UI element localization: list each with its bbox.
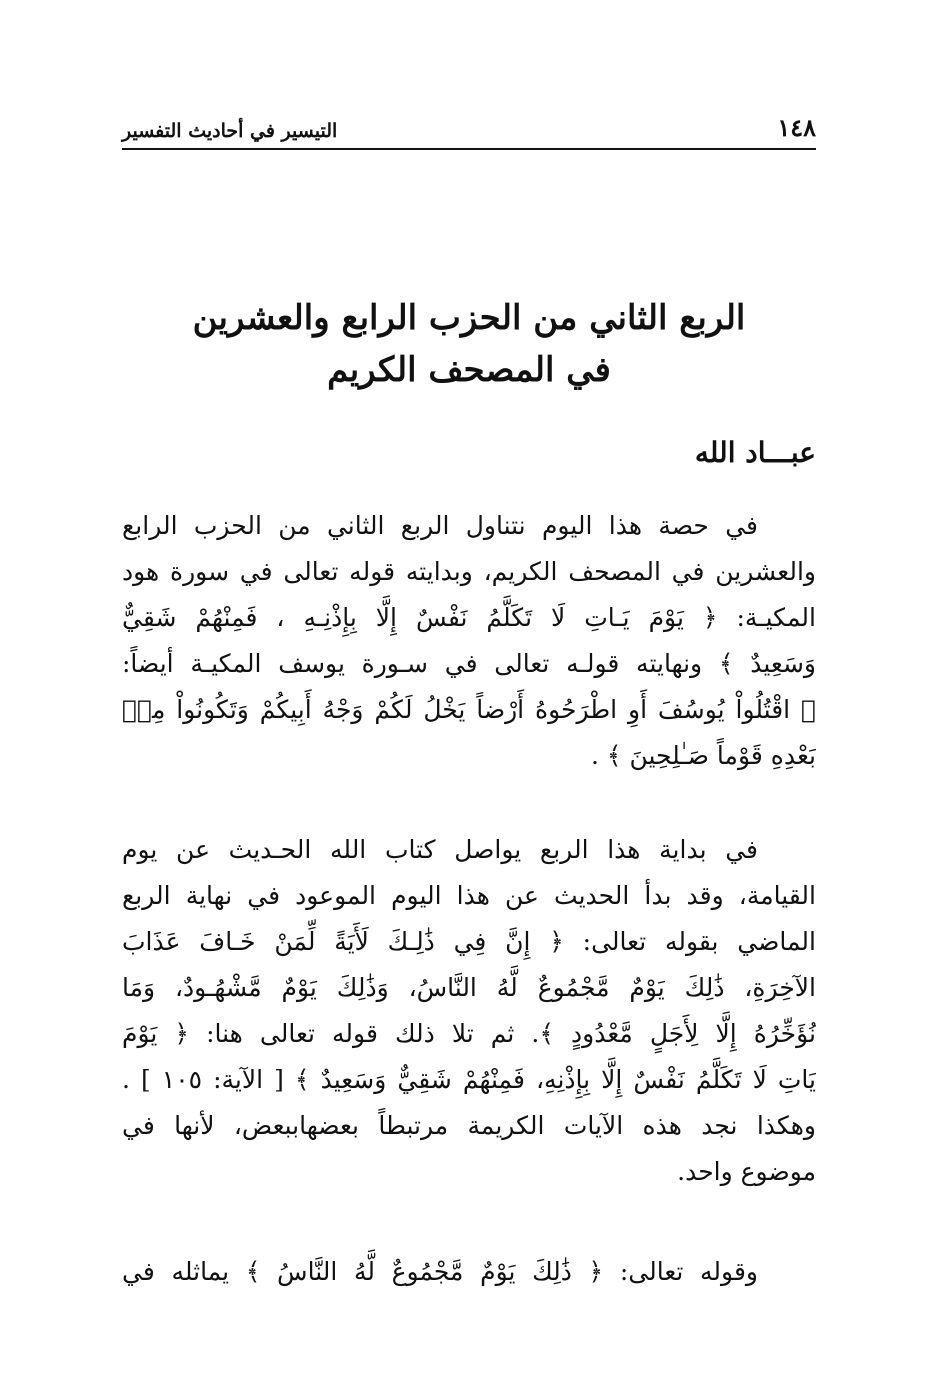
- text-line: موضوع واحد.: [677, 1157, 816, 1186]
- text-line: المكيـة: ﴿ يَوْمَ يَـاتِ لَا تَكَلَّمُ نَفْسٌ إِلَّا بِإِذْنِـهِ ، فَمِنْهُمْ شَقِيٌّ: [122, 603, 816, 632]
- text-line: والعشرين في المصحف الكريم، وبدايته قوله تعالى في سورة هود: [122, 557, 816, 586]
- text-line: القيامة، وقد بدأ الحديث عن هذا اليوم الموعود في نهاية الربع: [122, 881, 816, 910]
- address-heading: عبـــاد الله: [694, 436, 816, 469]
- text-line: في بداية هذا الربع يواصل كتاب الله الحـديث عن يوم: [122, 835, 758, 864]
- text-line: وَسَعِيدٌ ﴾ ونهايته قولـه تعالى في سـورة يوسف المكيـة أيضاً:: [122, 649, 816, 678]
- paragraph-2: [122, 827, 816, 1195]
- paragraph-1: [122, 503, 816, 779]
- text-line: بَعْدِهِ قَوْماً صَـٰلِحِينَ ﴾ .: [590, 741, 816, 770]
- text-line: الآخِرَةِ، ذَٰلِكَ يَوْمٌ مَّجْمُوعٌ لَّهُ النَّاسُ، وَذَٰلِكَ يَوْمٌ مَّشْهُـودٌ، وَمَا: [122, 973, 816, 1002]
- text-line: وقوله تعالى: ﴿ ذَٰلِكَ يَوْمٌ مَّجْمُوعٌ لَّهُ النَّاسُ ﴾ يماثله في: [122, 1257, 758, 1286]
- paragraph-3: [122, 1249, 816, 1295]
- text-line: في حصة هذا اليوم نتناول الربع الثاني من الحزب الرابع: [122, 511, 758, 540]
- text-line: وهكذا نجد هذه الآيات الكريمة مرتبطاً بعضهاببعض، لأنها في: [122, 1111, 816, 1140]
- chapter-title: [122, 292, 816, 396]
- text-line: نُؤَخِّرُهُ إِلَّا لِأَجَلٍ مَّعْدُودٍ ﴾. ثم تلا ذلك قوله تعالى هنا: ﴿ يَوْمَ: [122, 1019, 816, 1048]
- text-line: ﴿ اقْتُلُواْ يُوسُفَ أَوِ اطْرَحُوهُ أَرْضاً يَخْلُ لَكُمْ وَجْهُ أَبِيكُمْ وَتَكُونُواْ مِنۢ: [122, 695, 816, 724]
- page-number: ١٤٨: [777, 113, 816, 142]
- chapter-title-line-1: الربع الثاني من الحزب الرابع والعشرين: [192, 298, 746, 338]
- book-title: التيسير في أحاديث التفسير: [122, 120, 338, 142]
- text-line: يَاتِ لَا تَكَلَّمُ نَفْسٌ إِلَّا بِإِذْنِهِ، فَمِنْهُمْ شَقِيٌّ وَسَعِيدٌ ﴾ [ الآية: ١٠٥ ] .: [122, 1065, 816, 1094]
- text-line: الماضي بقوله تعالى: ﴿ إِنَّ فِي ذَٰلِـكَ لَأَيَةً لِّمَنْ خَـافَ عَذَابَ: [122, 927, 816, 956]
- chapter-title-line-2: في المصحف الكريم: [327, 350, 611, 390]
- running-header: [122, 104, 816, 150]
